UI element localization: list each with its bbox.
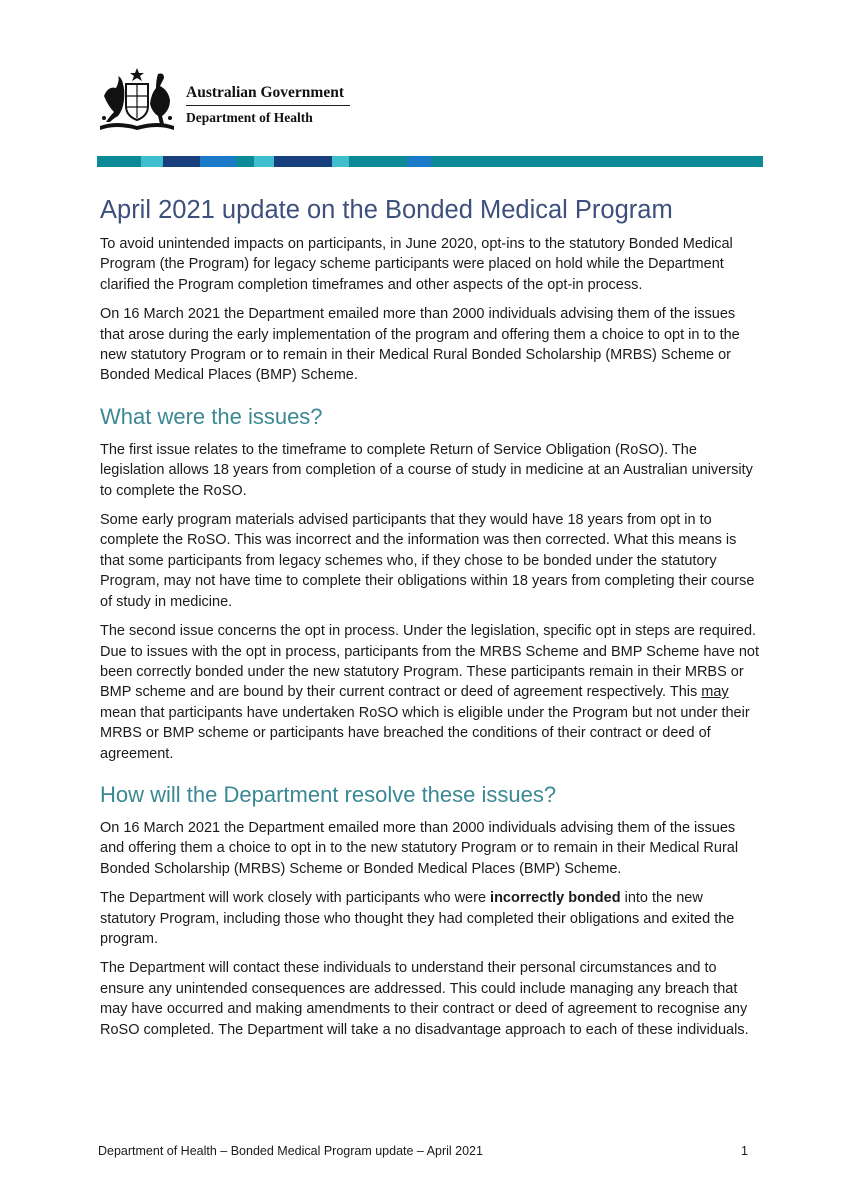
stripe-segment bbox=[349, 156, 407, 167]
government-logo bbox=[96, 66, 356, 136]
page-title: April 2021 update on the Bonded Medical Program bbox=[100, 196, 673, 224]
underlined-may: may bbox=[701, 684, 729, 701]
stripe-segment bbox=[141, 156, 163, 167]
header-stripe bbox=[97, 156, 763, 167]
resolve-paragraph-3: The Department will contact these individuals to understand their personal circumstances and to ensure any unintended consequences are addressed. This could include managing any breach that may have occurred and making amendments to their contract or deed of agreement to recognise any RoSO completed. The Department will take a no disadvantage approach to each of these individuals. bbox=[100, 960, 749, 1038]
stripe-segment bbox=[97, 156, 141, 167]
page-number: 1 bbox=[741, 1144, 748, 1158]
intro-paragraph-1: To avoid unintended impacts on participants, in June 2020, opt-ins to the statutory Bonded Medical Program (the Program) for legacy scheme participants were placed on hold while the Department clarified the Program completion timeframes and other aspects of the opt-in process. bbox=[100, 236, 733, 293]
resolve-paragraph-1: On 16 March 2021 the Department emailed more than 2000 individuals advising them of the issues and offering them a choice to opt in to the new statutory Program or to remain in their Medical Rural Bonded Scholarship (MRBS) Scheme or Bonded Medical Places (BMP) Scheme. bbox=[100, 819, 739, 877]
stripe-segment bbox=[407, 156, 431, 167]
stripe-segment bbox=[431, 156, 763, 167]
issues-paragraph-2: Some early program materials advised participants that they would have 18 years from opt in to complete the RoSO. This was incorrect and the information was then corrected. What this means is that some participants from legacy schemes who, if they chose to be bonded under the statutory Program, may not have time to complete their obligations within 18 years from completing their course of study in medicine. bbox=[100, 512, 755, 610]
government-name: Australian Government bbox=[186, 84, 345, 101]
logo-divider bbox=[186, 105, 350, 106]
resolve-paragraph-2 bbox=[100, 888, 760, 949]
footer-text: Department of Health – Bonded Medical Program update – April 2021 bbox=[98, 1144, 483, 1158]
document-body bbox=[100, 193, 760, 1049]
stripe-segment bbox=[254, 156, 274, 167]
stripe-segment bbox=[163, 156, 200, 167]
stripe-segment bbox=[274, 156, 332, 167]
issues-paragraph-3 bbox=[100, 621, 760, 764]
section-heading-resolve: How will the Department resolve these issues? bbox=[100, 781, 557, 807]
resolve-paragraph-2-text-b: into the new statutory Program, including those who thought they had completed their obligations and exited the program. bbox=[100, 890, 735, 947]
coat-of-arms-icon bbox=[96, 66, 178, 134]
issues-paragraph-1: The first issue relates to the timeframe to complete Return of Service Obligation (RoSO). The legislation allows 18 years from completion of a course of study in medicine at an Australian university to complete the RoSO. bbox=[100, 441, 753, 499]
intro-paragraph-2: On 16 March 2021 the Department emailed more than 2000 individuals advising them of the issues that arose during the early implementation of the program and offering them a choice to opt in to the new statutory Program or to remain in their Medical Rural Bonded Scholarship (MRBS) Scheme or Bonded Medical Places (BMP) Scheme. bbox=[100, 306, 740, 384]
stripe-segment bbox=[236, 156, 254, 167]
resolve-paragraph-2-text-a: The Department will work closely with participants who were bbox=[100, 890, 491, 907]
department-name: Department of Health bbox=[186, 110, 313, 125]
bold-incorrectly-bonded: incorrectly bonded bbox=[490, 890, 621, 907]
stripe-segment bbox=[200, 156, 236, 167]
issues-paragraph-3-text-b: mean that participants have undertaken RoSO which is eligible under the Program but not under their MRBS or BMP scheme or participants have breached the conditions of their contract or deed of agreement. bbox=[100, 704, 750, 762]
issues-paragraph-3-text-a: The second issue concerns the opt in process. Under the legislation, specific opt in steps are required. Due to issues with the opt in process, participants from the MRBS Scheme and BMP Scheme have not been correctly bonded under the new statutory Program. These participants remain in their MRBS or BMP scheme and are bound by their current contract or deed of agreement respectively. This bbox=[100, 623, 759, 701]
stripe-segment bbox=[332, 156, 349, 167]
section-heading-issues: What were the issues? bbox=[100, 403, 323, 429]
logo-text bbox=[186, 84, 350, 126]
